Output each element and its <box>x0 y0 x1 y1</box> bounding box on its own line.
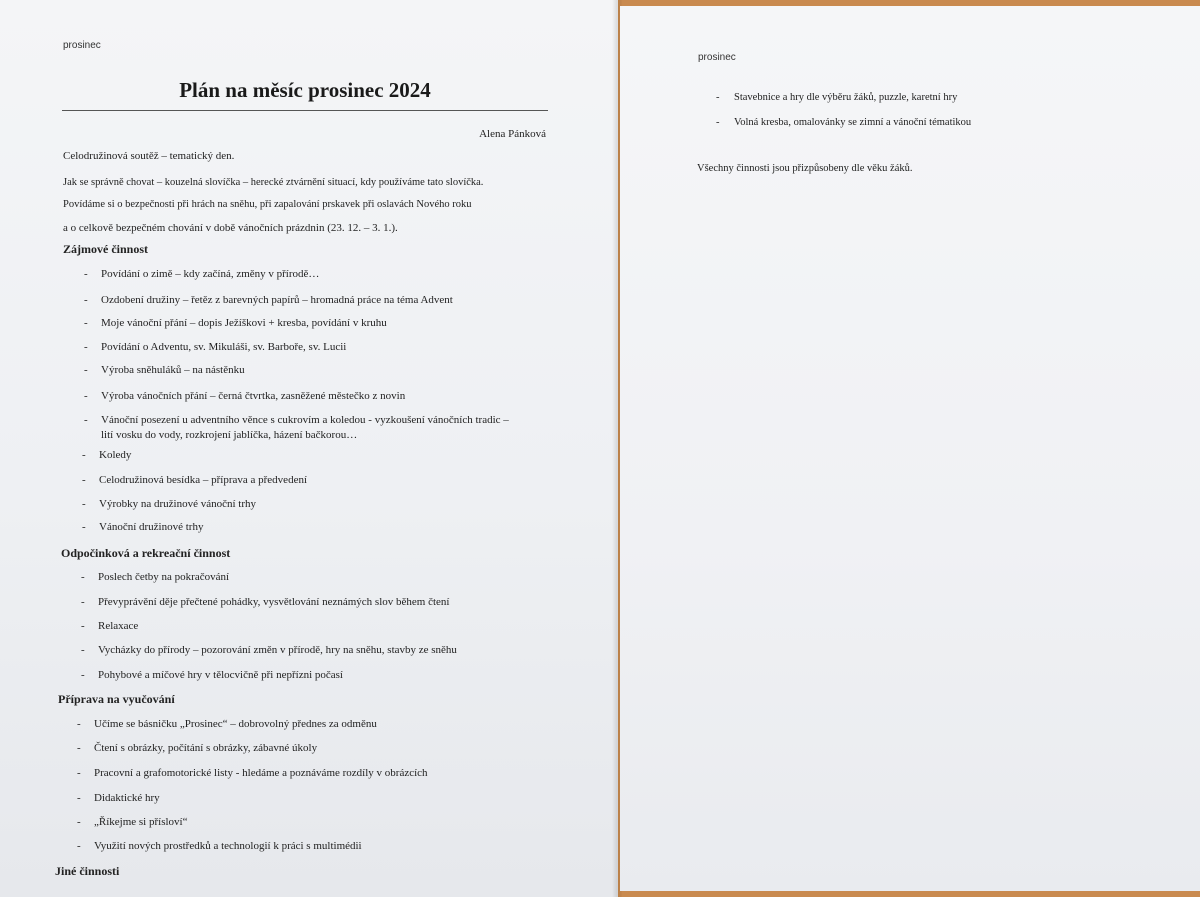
list-item-text: Učíme se básničku „Prosinec“ – dobrovolný přednes za odměnu <box>94 718 377 730</box>
page-header: prosinec <box>63 40 101 51</box>
list-item-text: Celodružinová besídka – příprava a předvedení <box>99 474 308 486</box>
dash-bullet: - <box>84 341 88 353</box>
list-item-text: Ozdobení družiny – řetěz z barevných papírů – hromadná práce na téma Advent <box>101 294 453 306</box>
dash-bullet: - <box>77 792 81 804</box>
intro-paragraph: Jak se správně chovat – kouzelná slovíčka – herecké ztvárnění situací, kdy používáme tato slovíčka. <box>63 177 484 188</box>
list-item-text: Převyprávění děje přečtené pohádky, vysvětlování neznámých slov během čtení <box>98 596 450 608</box>
list-item-text: „Říkejme si přísloví“ <box>94 816 188 828</box>
list-item-text: Volná kresba, omalovánky se zimní a vánoční tématikou <box>734 117 972 128</box>
dash-bullet: - <box>77 840 81 852</box>
dash-bullet: - <box>716 117 720 128</box>
dash-bullet: - <box>84 414 88 426</box>
list-item-text: Výrobky na družinové vánoční trhy <box>99 498 257 510</box>
intro-paragraph: Povídáme si o bezpečnosti při hrách na sněhu, při zapalování prskavek při oslavách Nového roku <box>63 199 472 210</box>
dash-bullet: - <box>84 294 88 306</box>
list-item-text: Výroba vánočních přání – černá čtvrtka, zasněžené městečko z novin <box>101 390 406 402</box>
dash-bullet: - <box>716 92 720 103</box>
list-item-text: Čtení s obrázky, počítání s obrázky, zábavné úkoly <box>94 742 318 754</box>
section-heading: Jiné činnosti <box>55 864 120 878</box>
list-item-text: Vánoční posezení u adventního věnce s cukrovím a koledou - vyzkoušení vánočních tradic – <box>101 414 509 426</box>
right-page <box>620 6 1200 891</box>
dash-bullet: - <box>81 571 85 583</box>
dash-bullet: - <box>82 498 86 510</box>
dash-bullet: - <box>77 718 81 730</box>
dash-bullet: - <box>77 767 81 779</box>
list-item-continuation: lití vosku do vody, rozkrojení jablíčka, házení bačkorou… <box>101 429 358 441</box>
dash-bullet: - <box>81 669 85 681</box>
title-underline <box>62 110 548 111</box>
section-heading: Zájmové činnost <box>63 242 148 256</box>
list-item-text: Povídání o zimě – kdy začíná, změny v přírodě… <box>101 268 320 280</box>
section-heading: Příprava na vyučování <box>58 692 175 706</box>
section-heading: Odpočinková a rekreační činnost <box>61 546 231 560</box>
dash-bullet: - <box>82 449 86 461</box>
list-item-text: Didaktické hry <box>94 792 160 804</box>
dash-bullet: - <box>77 816 81 828</box>
dash-bullet: - <box>84 364 88 376</box>
dash-bullet: - <box>84 390 88 402</box>
page-header: prosinec <box>698 52 736 63</box>
list-item-text: Využití nových prostředků a technologií k práci s multimédii <box>94 840 362 852</box>
list-item-text: Poslech četby na pokračování <box>98 571 230 583</box>
list-item-text: Vánoční družinové trhy <box>99 521 204 533</box>
intro-paragraph: Celodružinová soutěž – tematický den. <box>63 150 235 162</box>
dash-bullet: - <box>84 268 88 280</box>
list-item-text: Pohybové a míčové hry v tělocvičně při nepřízni počasí <box>98 669 343 681</box>
list-item-text: Stavebnice a hry dle výběru žáků, puzzle, karetní hry <box>734 92 958 103</box>
dash-bullet: - <box>82 474 86 486</box>
dash-bullet: - <box>81 644 85 656</box>
closing-note: Všechny činnosti jsou přizpůsobeny dle věku žáků. <box>697 163 913 174</box>
list-item-text: Moje vánoční přání – dopis Ježíškovi + kresba, povídání v kruhu <box>101 317 387 329</box>
list-item-text: Pracovní a grafomotorické listy - hledáme a poznáváme rozdíly v obrázcích <box>94 767 428 779</box>
document-title: Plán na měsíc prosinec 2024 <box>179 78 431 102</box>
dash-bullet: - <box>82 521 86 533</box>
list-item-text: Výroba sněhuláků – na nástěnku <box>101 364 245 376</box>
dash-bullet: - <box>81 596 85 608</box>
dash-bullet: - <box>77 742 81 754</box>
dash-bullet: - <box>81 620 85 632</box>
list-item-text: Povídání o Adventu, sv. Mikuláši, sv. Barboře, sv. Lucii <box>101 341 347 353</box>
dash-bullet: - <box>84 317 88 329</box>
intro-paragraph: a o celkově bezpečném chování v době vánočních prázdnin (23. 12. – 3. 1.). <box>63 222 398 234</box>
list-item-text: Koledy <box>99 449 132 461</box>
list-item-text: Relaxace <box>98 620 139 632</box>
list-item-text: Vycházky do přírody – pozorování změn v přírodě, hry na sněhu, stavby ze sněhu <box>98 644 457 656</box>
author-name: Alena Pánková <box>479 128 546 140</box>
